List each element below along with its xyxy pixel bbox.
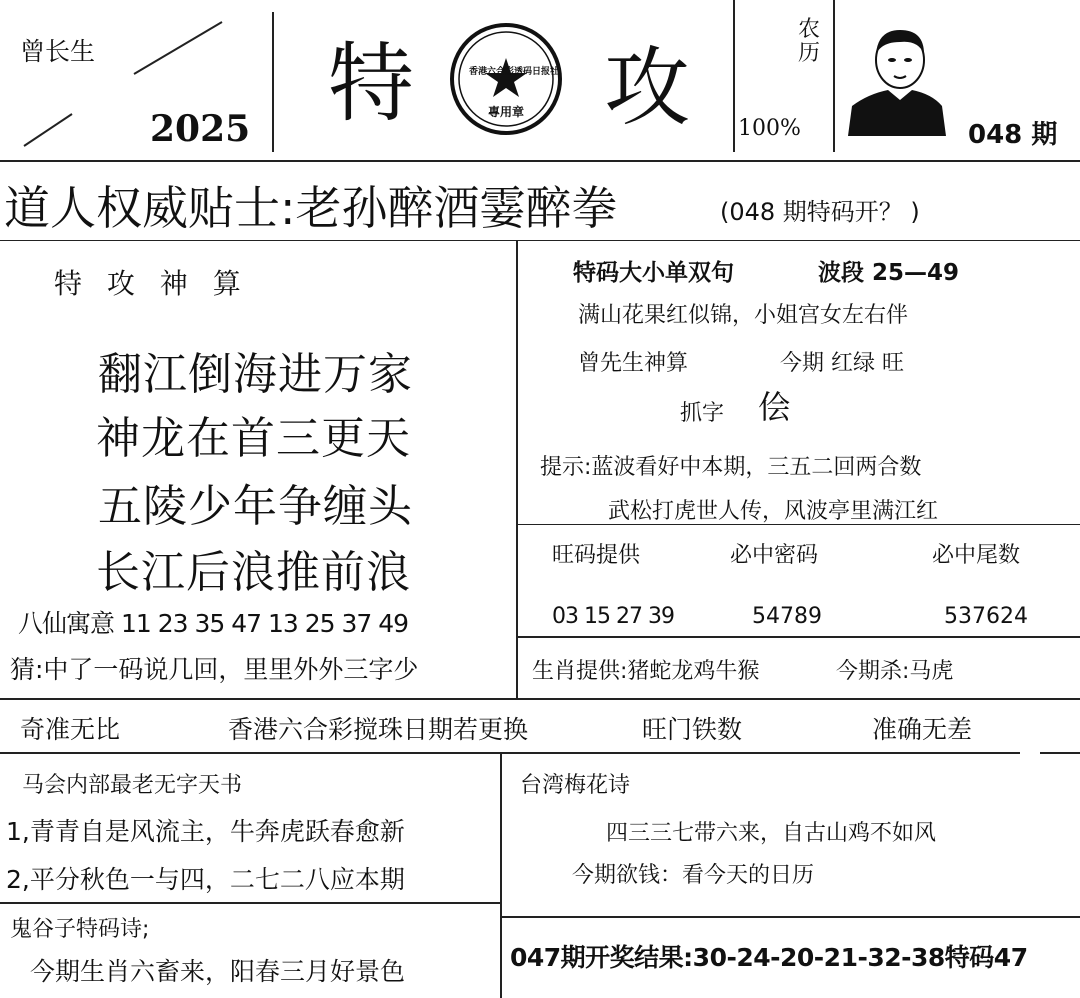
baxian-numbers: 八仙寓意 11 23 35 47 13 25 37 49 (18, 609, 409, 638)
divider (0, 240, 1080, 241)
divider (272, 12, 274, 152)
decorative-slash (20, 110, 80, 150)
issue-number: 048 期 (968, 120, 1058, 150)
divider (0, 752, 1020, 754)
decorative-slash (130, 18, 230, 78)
section-title: 特 攻 神 算 (54, 267, 249, 300)
year-label: 2025 (150, 108, 251, 150)
taiwan-poem-line-2: 今期欲钱：看今天的日历 (572, 863, 815, 888)
poem-line-3: 五陵少年争缠头 (98, 481, 413, 532)
hint-line-1: 提示:蓝波看好中本期，三五二回两合数 (540, 455, 922, 480)
divider (833, 0, 835, 152)
size-parity-label: 特码大小单双句 (573, 260, 734, 286)
horse-book-title: 马会内部最老无字天书 (22, 773, 243, 798)
svg-text:專用章: 專用章 (487, 105, 525, 119)
divider (516, 524, 1080, 525)
mr-zeng-label: 曾先生神算 (578, 351, 689, 376)
banner-item-1: 奇准无比 (20, 715, 121, 744)
taiwan-poem-title: 台湾梅花诗 (520, 773, 631, 798)
headline-sub: (048 期特码开？ ) (720, 198, 920, 226)
zodiac-kill: 今期杀:马虎 (836, 659, 954, 684)
divider (733, 0, 735, 152)
divider (500, 916, 1080, 918)
divider (516, 240, 518, 698)
header-bottom-line (0, 160, 1080, 162)
col-header-tail: 必中尾数 (932, 543, 1021, 568)
banner-item-3: 旺门铁数 (642, 715, 743, 744)
calendar-label: 农历 (798, 17, 821, 66)
percent-label: 100% (738, 116, 801, 141)
banner-item-2: 香港六合彩搅珠日期若更换 (228, 715, 529, 744)
title-char-gong: 攻 (604, 38, 690, 138)
pick-char-label: 抓字 (680, 401, 725, 426)
col-header-code: 必中密码 (730, 543, 819, 568)
svg-text:香港六合彩透码日报社: 香港六合彩透码日报社 (469, 67, 560, 77)
color-prediction: 今期 红绿 旺 (780, 351, 904, 376)
headline-main: 道人权威贴士:老孙醉酒霎醉拳 (4, 181, 618, 235)
hint-line-2: 武松打虎世人传，风波亭里满江红 (608, 499, 939, 524)
author-name: 曾长生 (20, 37, 96, 66)
guess-line: 猜:中了一码说几回，里里外外三字少 (10, 655, 419, 684)
secret-code: 54789 (752, 604, 822, 629)
horse-book-line-2: 2,平分秋色一与四，二七二八应本期 (6, 865, 405, 894)
seal-stamp (447, 20, 565, 138)
lucky-numbers: 03 15 27 39 (552, 604, 674, 629)
horse-book-line-1: 1,青青自是风流主，牛奔虎跃春愈新 (6, 817, 405, 846)
banner-item-4: 准确无差 (872, 715, 973, 744)
divider (500, 752, 502, 998)
divider (0, 902, 500, 904)
poem-line-2: 神龙在首三更天 (96, 413, 411, 464)
portrait-image (848, 20, 946, 136)
col-header-lucky: 旺码提供 (552, 543, 641, 568)
guiguzi-line-1: 今期生肖六畜来，阳春三月好景色 (30, 957, 406, 986)
wave-range: 波段 25—49 (818, 260, 960, 286)
tail-numbers: 537624 (944, 604, 1028, 629)
poem-right-1: 满山花果红似锦，小姐宫女左右伴 (578, 303, 909, 328)
poem-line-4: 长江后浪推前浪 (96, 547, 411, 598)
draw-result: 047期开奖结果:30-24-20-21-32-38特码47 (510, 943, 1028, 972)
zodiac-pick: 生肖提供:猪蛇龙鸡牛猴 (532, 659, 760, 684)
title-char-te: 特 (328, 34, 414, 134)
guiguzi-title: 鬼谷子特码诗; (10, 917, 150, 942)
divider (0, 698, 1080, 700)
pick-char: 侩 (758, 388, 791, 426)
taiwan-poem-line-1: 四三三七带六来，自古山鸡不如风 (606, 821, 937, 846)
divider (1040, 752, 1080, 754)
poem-line-1: 翻江倒海进万家 (98, 349, 413, 400)
divider (516, 636, 1080, 638)
